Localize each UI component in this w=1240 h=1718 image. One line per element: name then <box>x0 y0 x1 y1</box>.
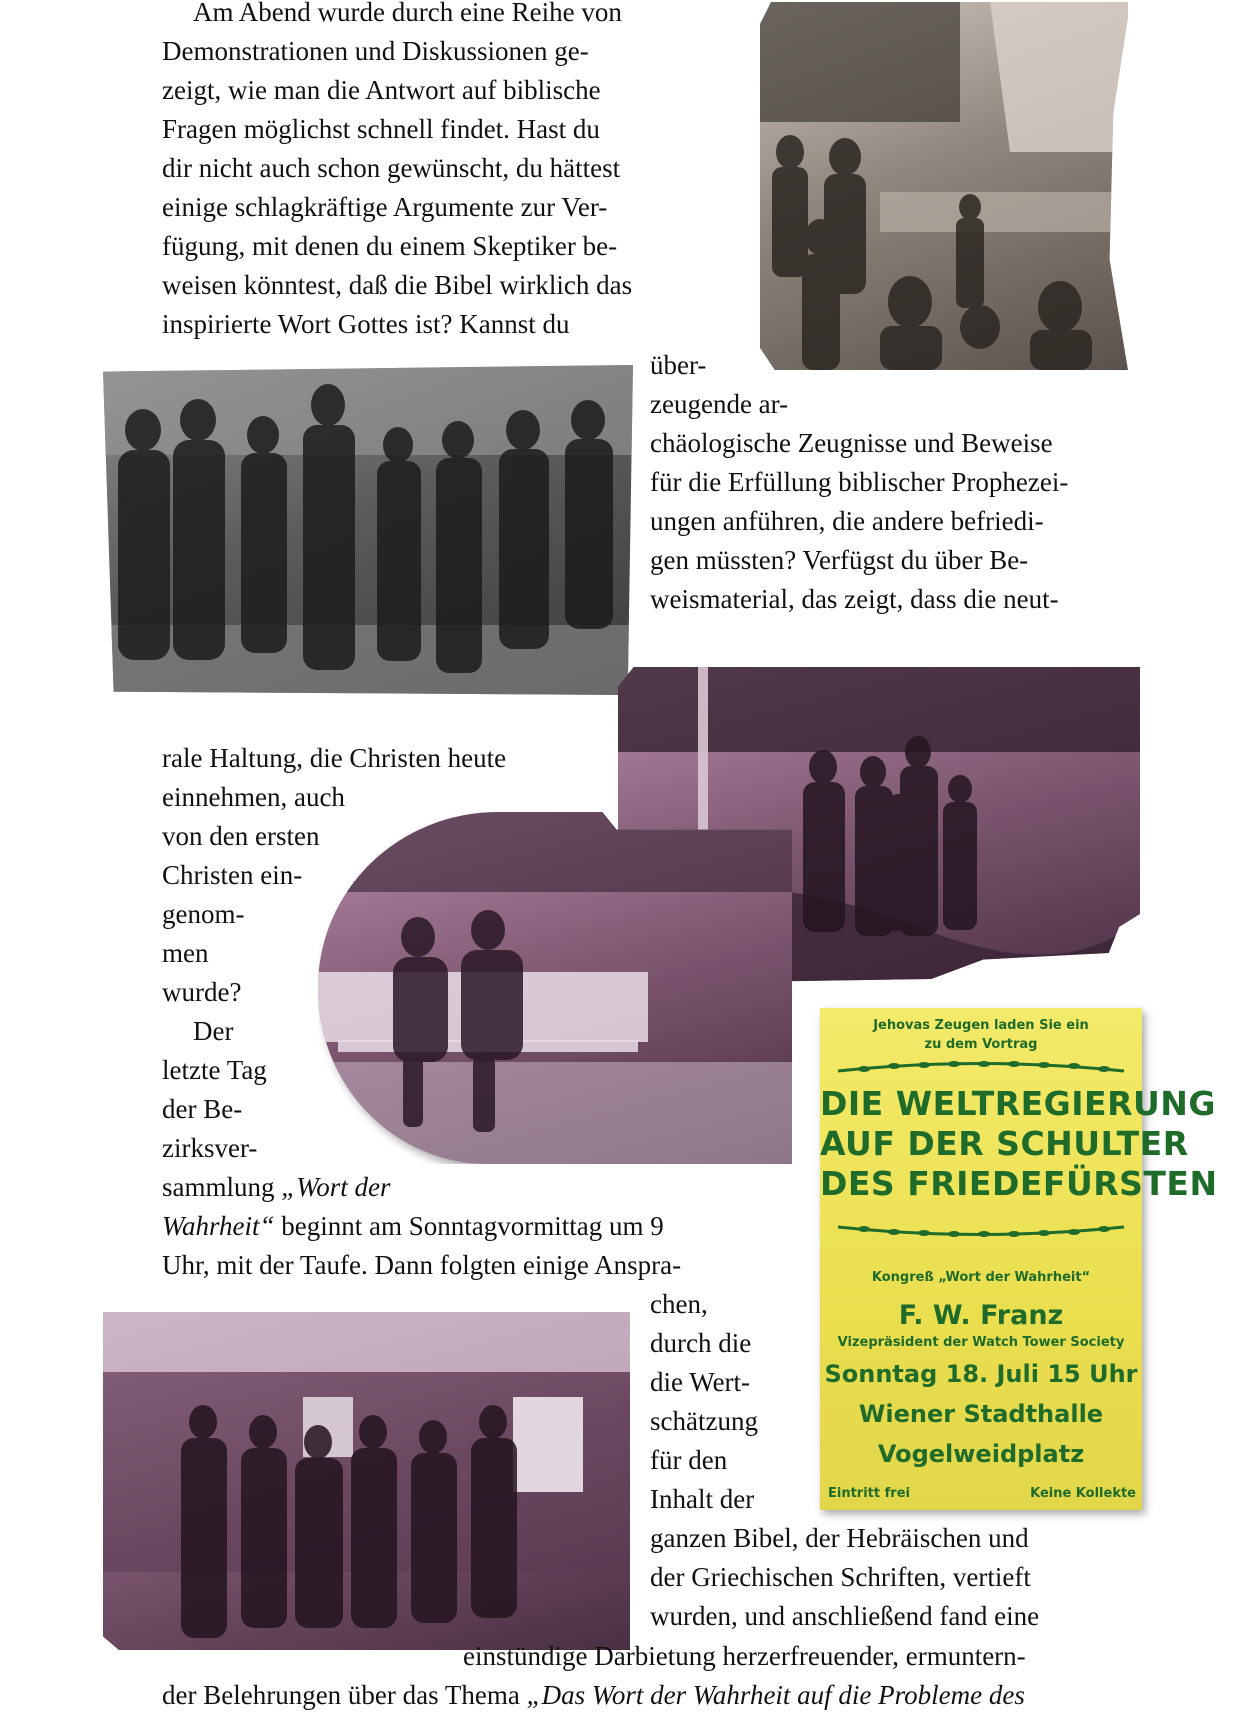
body-line: von den ersten <box>162 821 320 851</box>
body-line: der Be- <box>162 1094 243 1124</box>
body-line: Christen ein- <box>162 860 303 890</box>
photo-group-entrance <box>103 1312 630 1650</box>
poster-title-line-3: DES FRIEDEFÜRSTEN <box>820 1164 1218 1203</box>
body-line: chäologische Zeugnisse und Beweise <box>650 428 1053 458</box>
poster-congress: Kongreß „Wort der Wahrheit“ <box>871 1270 1091 1285</box>
body-line: für den <box>650 1445 728 1475</box>
body-line: rale Haltung, die Christen heute <box>162 743 507 773</box>
body-line: einstündige Darbietung herzerfreuender, ermuntern- <box>463 1641 1026 1671</box>
body-line: ganzen Bibel, der Hebräischen und <box>650 1523 1029 1553</box>
poster-speaker: F. W. Franz <box>898 1300 1064 1331</box>
poster-title-line-2: AUF DER SCHULTER <box>820 1124 1189 1163</box>
poster-lecture-announcement <box>820 1008 1218 1510</box>
body-line: genom- <box>162 899 245 929</box>
poster-address: Vogelweidplatz <box>877 1440 1085 1468</box>
body-line: Am Abend wurde durch eine Reihe von <box>193 0 622 27</box>
poster-no-collection: Keine Kollekte <box>1030 1486 1136 1501</box>
poster-admission: Eintritt frei <box>828 1486 910 1501</box>
poster-invitation: Jehovas Zeugen laden Sie ein <box>873 1018 1089 1033</box>
body-line: Fragen möglichst schnell findet. Hast du <box>162 114 600 144</box>
body-italic-span: Wahrheit“ <box>162 1211 275 1241</box>
photo-children-stadthalle <box>760 2 1128 370</box>
body-italic-span: „Wort der <box>281 1172 391 1202</box>
body-line: Inhalt der <box>650 1484 755 1514</box>
body-line: zeigt, wie man die Antwort auf biblische <box>162 75 601 105</box>
garland-top <box>834 1060 1128 1082</box>
body-line: Uhr, mit der Taufe. Dann folgten einige Anspra- <box>162 1250 682 1280</box>
poster-title-line-1: DIE WELTREGIERUNG <box>820 1084 1216 1123</box>
photo-group-conventioners <box>103 365 633 695</box>
body-text-span: der Belehrungen über das Thema <box>162 1680 527 1710</box>
body-line <box>162 1676 1025 1715</box>
body-line: die Wert- <box>650 1367 751 1397</box>
body-line: inspirierte Wort Gottes ist? Kannst du <box>162 309 570 339</box>
body-line <box>162 1168 391 1207</box>
body-line: gen müssten? Verfügst du über Be- <box>650 545 1029 575</box>
body-line: zirksver- <box>162 1133 258 1163</box>
body-italic-span: „Das Wort der Wahrheit auf die Probleme des <box>526 1680 1025 1710</box>
garland-bottom <box>834 1216 1128 1238</box>
body-text-span: beginnt am Sonntagvormittag um 9 <box>274 1211 664 1241</box>
body-line: zeugende ar- <box>650 389 789 419</box>
body-line: weismaterial, das zeigt, dass die neut- <box>650 584 1059 614</box>
body-line: durch die <box>650 1328 752 1358</box>
photo-couple-bench <box>318 812 792 1164</box>
poster-speaker-role: Vizepräsident der Watch Tower Society <box>837 1335 1125 1350</box>
body-line: letzte Tag <box>162 1055 267 1085</box>
body-line: weisen könntest, daß die Bibel wirklich das <box>162 270 633 300</box>
body-line: dir nicht auch schon gewünscht, du hättest <box>162 153 621 183</box>
body-line: Der <box>193 1016 234 1046</box>
body-line: einige schlagkräftige Argumente zur Ver- <box>162 192 608 222</box>
body-line: fügung, mit denen du einem Skeptiker be- <box>162 231 618 261</box>
body-text-span: sammlung <box>162 1172 282 1202</box>
body-line: chen, <box>650 1289 708 1319</box>
body-line: ungen anführen, die andere befriedi- <box>650 506 1044 536</box>
body-line: men <box>162 938 209 968</box>
body-line: über- <box>650 350 707 380</box>
body-line: wurden, und anschließend fand eine <box>650 1601 1040 1631</box>
body-line: Demonstrationen und Diskussionen ge- <box>162 36 589 66</box>
poster-invitation-2: zu dem Vortrag <box>924 1037 1038 1052</box>
poster-date: Sonntag 18. Juli 15 Uhr <box>824 1360 1138 1388</box>
poster-venue: Wiener Stadthalle <box>858 1400 1104 1428</box>
body-line: für die Erfüllung biblischer Prophezei- <box>650 467 1069 497</box>
body-line: wurde? <box>162 977 242 1007</box>
body-line: schätzung <box>650 1406 758 1436</box>
body-line: der Griechischen Schriften, vertieft <box>650 1562 1031 1592</box>
body-line: einnehmen, auch <box>162 782 345 812</box>
body-line <box>162 1207 664 1246</box>
